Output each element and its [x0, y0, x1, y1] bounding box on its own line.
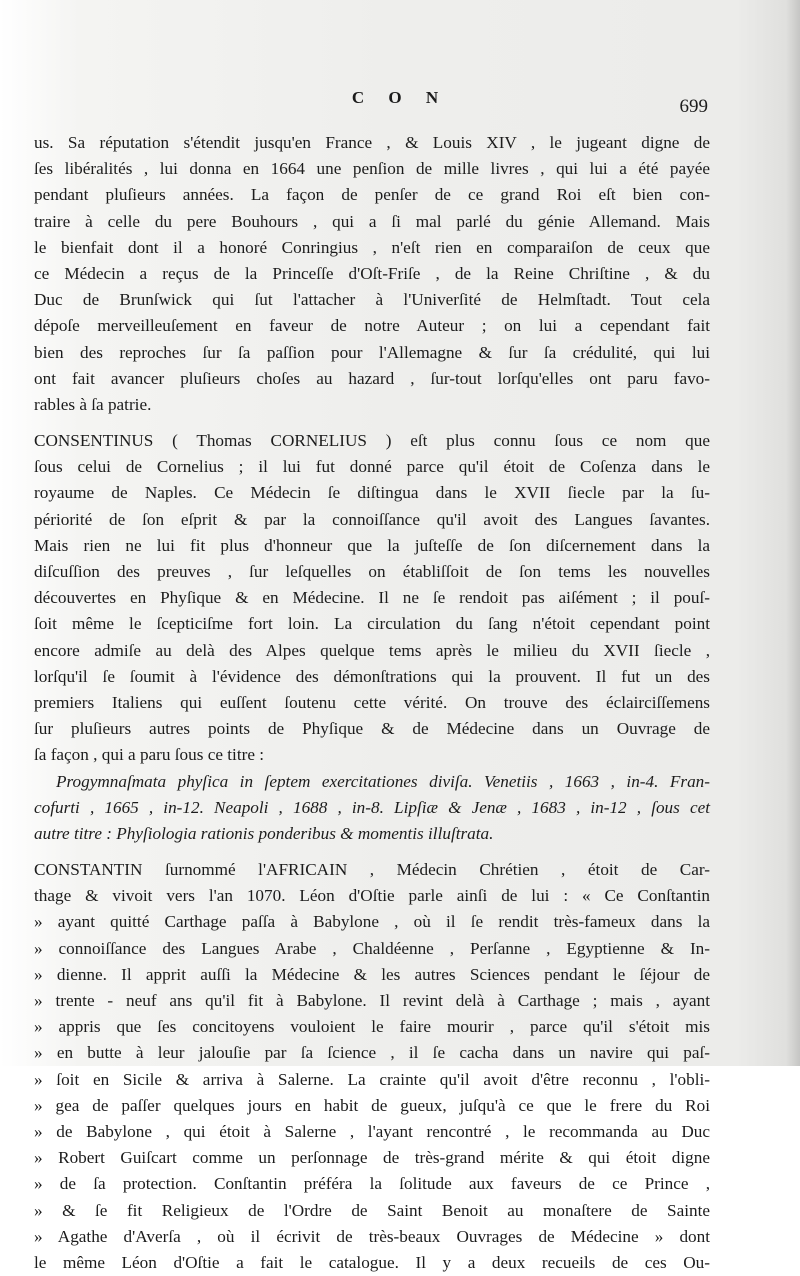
text-line: ont fait avancer pluſieurs choſes au hazard , ſur-tout lorſqu'elles ont paru favo- — [34, 368, 710, 388]
running-head: C O N — [351, 88, 449, 107]
paragraph-gap — [34, 847, 710, 857]
text-line: » de ſa protection. Conſtantin préféra la ſolitude aux faveurs de ce Prince , — [34, 1174, 710, 1194]
citation-line: cofurti , 1665 , in-12. Neapoli , 1688 , in-8. Lipſiæ & Jenæ , 1683 , in-12 , ſous cet — [34, 797, 710, 817]
text-line: » appris que ſes concitoyens vouloient le faire mourir , parce qu'il s'étoit mis — [34, 1017, 710, 1037]
text-line: » Agathe d'Averſa , où il écrivit de très-beaux Ouvrages de Médecine » dont — [34, 1226, 710, 1246]
text-line: ſa façon , qui a paru ſous ce titre : — [34, 745, 265, 765]
text-line: premiers Italiens qui euſſent ſoutenu cette vérité. On trouve des éclairciſſemens — [34, 692, 710, 712]
text-line: royaume de Naples. Ce Médecin ſe diſtingua dans le XVII ſiecle par la ſu- — [34, 483, 710, 503]
text-line: lorſqu'il ſe ſoumit à l'évidence des démonſtrations qui la prouvent. Il fut un des — [34, 666, 710, 686]
citation-block — [34, 769, 710, 848]
text-line: Duc de Brunſwick qui ſut l'attacher à l'Univerſité de Helmſtadt. Tout cela — [34, 290, 710, 310]
text-line: diſcuſſion des preuves , ſur leſquelles on établiſſoit de ſon tems les nouvelles — [34, 562, 710, 581]
entry-consentinus — [34, 428, 710, 768]
text-line: le même Léon d'Oſtie a fait le catalogue. Il y a deux recueils de ces Ou- — [34, 1252, 710, 1272]
text-line: us. Sa réputation s'étendit jusqu'en France , & Louis XIV , le jugeant digne de — [34, 133, 710, 152]
page-edge-shadow — [786, 0, 800, 1066]
text-line: ſes libéralités , lui donna en 1664 une penſion de mille livres , qui lui a été payée — [34, 159, 710, 179]
text-line: ce Médecin a reçus de la Princeſſe d'Oſt-Friſe , de la Reine Chriſtine , & du — [34, 263, 710, 283]
text-line: » de Babylone , qui étoit à Salerne , l'ayant rencontré , le recommanda au Duc — [34, 1121, 710, 1141]
text-line: ſous celui de Cornelius ; il lui fut donné parce qu'il étoit de Coſenza dans le — [34, 457, 710, 477]
entry-constantin — [34, 857, 710, 1276]
text-line: thage & vivoit vers l'an 1070. Léon d'Oſtie parle ainſi de lui : « Ce Conſtantin — [34, 886, 710, 906]
text-line: » trente - neuf ans qu'il fit à Babylone. Il revint delà à Carthage ; mais , ayant — [34, 991, 710, 1010]
page-number: 699 — [679, 96, 708, 117]
text-line: périorité de ſon eſprit & par la connoiſſance qu'il avoit des Langues ſavantes. — [34, 509, 710, 529]
text-line: » connoiſſance des Langues Arabe , Chaldéenne , Perſanne , Egyptienne & In- — [34, 938, 710, 958]
text-line: » ayant quitté Carthage paſſa à Babylone , où il ſe rendit très-fameux dans la — [34, 912, 710, 932]
text-line: le bienfait dont il a honoré Conringius , n'eſt rien en comparaiſon de ceux que — [34, 237, 710, 257]
text-line: encore admiſe au delà des Alpes quelque tems après le milieu du XVII ſiecle , — [34, 640, 710, 660]
entry-headword-line: CONSTANTIN ſurnommé l'AFRICAIN , Médecin Chrétien , étoit de Car- — [34, 860, 710, 880]
text-line: dépoſe merveilleuſement en faveur de notre Auteur ; on lui a cependant fait — [34, 316, 710, 336]
text-line: » & ſe fit Religieux de l'Ordre de Saint Benoit au monaſtere de Sainte — [34, 1200, 710, 1220]
text-line: » dienne. Il apprit auſſi la Médecine & les autres Sciences pendant le ſéjour de — [34, 964, 710, 984]
text-line: pendant pluſieurs années. La façon de penſer de ce grand Roi eſt bien con- — [34, 185, 710, 205]
text-line: » Robert Guiſcart comme un perſonnage de très-grand mérite & qui étoit digne — [34, 1148, 710, 1168]
text-line: découvertes en Phyſique & en Médecine. Il ne ſe rendoit pas aiſément ; il pouſ- — [34, 588, 710, 608]
text-line: » ſoit en Sicile & arriva à Salerne. La crainte qu'il avoit d'être reconnu , l'obli- — [34, 1069, 710, 1089]
entry-headword-line: CONSENTINUS ( Thomas CORNELIUS ) eſt plus connu ſous ce nom que — [34, 431, 710, 451]
text-line: » gea de paſſer quelques jours en habit de gueux, juſqu'à ce que le frere du Roi — [34, 1095, 710, 1115]
text-line: » en butte à leur jalouſie par ſa ſcience , il ſe cacha dans un navire qui paſ- — [34, 1043, 710, 1063]
paragraph-gap — [34, 418, 710, 428]
entry-conringius-continuation — [34, 130, 710, 418]
text-line: ſoit même le ſcepticiſme fort loin. La circulation du ſang n'étoit cependant point — [34, 614, 710, 634]
citation-line: autre titre : Phyſiologia rationis ponderibus & momentis illuſtrata. — [34, 823, 494, 843]
text-line: rables à ſa patrie. — [34, 394, 152, 414]
text-line: traire à celle du pere Bouhours , qui a ſi mal parlé du génie Allemand. Mais — [34, 211, 710, 231]
citation-line: Progymnaſmata phyſica in ſeptem exercitationes diviſa. Venetiis , 1663 , in-4. Fran- — [56, 771, 710, 791]
text-line: Mais rien ne lui fit plus d'honneur que la juſteſſe de ſon diſcernement dans la — [34, 535, 710, 555]
text-line: bien des reproches ſur ſa paſſion pour l'Allemagne & ſur ſa crédulité, qui lui — [34, 342, 710, 362]
text-block — [34, 130, 710, 1276]
text-line: ſur pluſieurs autres points de Phyſique & de Médecine dans un Ouvrage de — [34, 719, 710, 739]
